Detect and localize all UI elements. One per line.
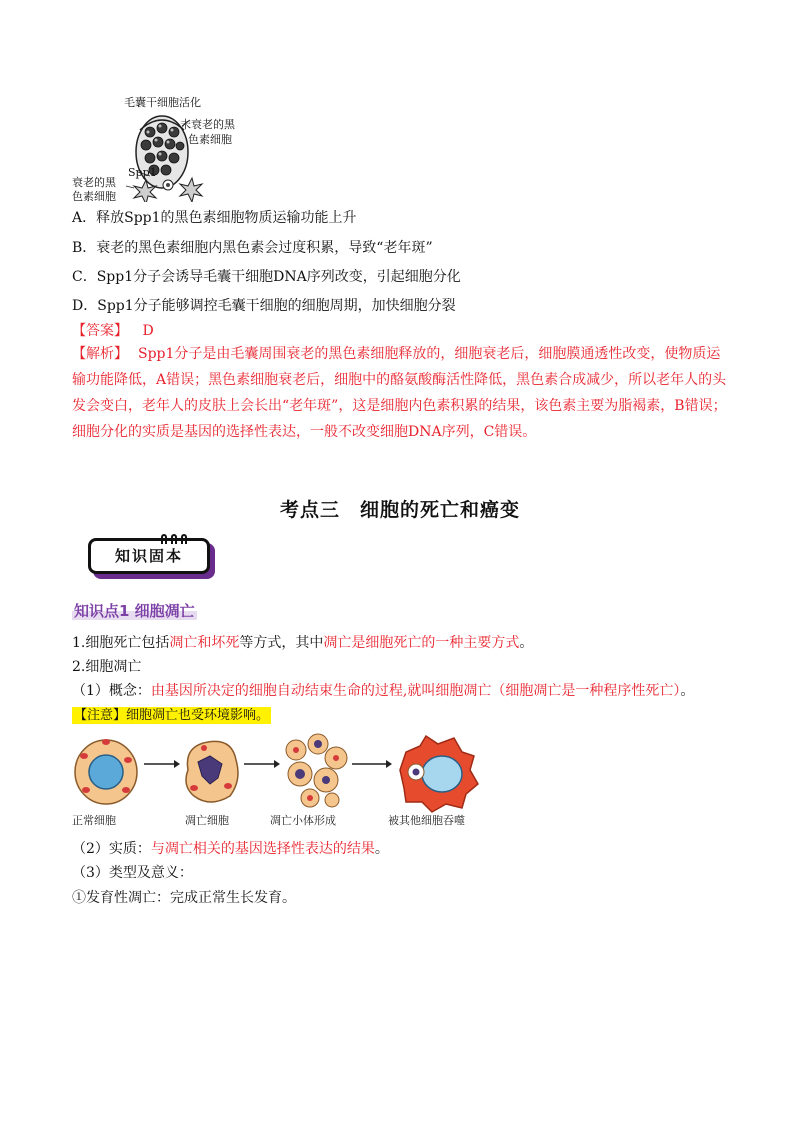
apoptotic-bodies [286,734,347,807]
line1-text-c: 等方式，其中 [239,635,324,651]
option-d: D．Spp1分子能够调控毛囊干细胞的细胞周期，加快细胞分裂 [72,298,456,314]
line4-text-a: （2）实质： [72,841,151,857]
follicle-label-right-1: 未衰老的黑 [180,118,235,131]
answer-value: D [142,323,154,339]
answer-line [72,320,154,342]
analysis-text: Spp1分子是由毛囊周围衰老的黑色素细胞释放的，细胞衰老后，细胞膜通透性改变，使物质运输功能降低，A错误；黑色素细胞衰老后，细胞中的酪氨酸酶活性降低，黑色素合成减少，所以老年人的头发会变白，老年人的皮肤上会长出“老年斑”，这是细胞内色素积累的结果，该色素主要为脂褐素，B错误；细胞分化的实质是基因的选择性表达，一般不改变细胞DNA序列，C错误。 [72,346,727,440]
line1-highlight-b: 凋亡和坏死 [169,635,240,651]
apoptotic-cell [186,741,238,802]
knowledge-point-title-wrapper [72,600,197,621]
content-line-4 [72,838,389,860]
analysis-label: 【解析】 [72,346,128,362]
cell-caption-2: 凋亡细胞 [185,814,229,827]
analysis-paragraph [72,341,732,445]
content-line-3 [72,680,694,702]
line1-text-a: 1.细胞死亡包括 [72,635,170,651]
line1-text-e: 。 [519,635,534,651]
content-line-5: （3）类型及意义： [72,865,193,881]
content-line-2: 2.细胞凋亡 [72,659,142,675]
line3-text-a: （1）概念： [72,683,151,699]
line4-text-c: 。 [374,841,389,857]
knowledge-badge: 知识固本 [88,538,210,574]
answer-label: 【答案】 [72,323,128,339]
line3-highlight-b: 由基因所决定的细胞自动结束生命的过程,就叫细胞凋亡（细胞凋亡是一种程序性死亡） [150,683,681,699]
follicle-label-left-2: 色素细胞 [72,190,116,203]
line1-highlight-d: 凋亡是细胞死亡的一种主要方式 [323,635,520,651]
line3-text-c: 。 [680,683,695,699]
badge-wrapper [88,538,210,574]
option-c: C．Spp1分子会诱导毛囊干细胞DNA序列改变，引起细胞分化 [72,269,461,285]
apoptosis-diagram [70,730,490,814]
ring-binder-icon [158,533,198,545]
section-title: 考点三 细胞的死亡和癌变 [279,499,520,521]
option-a: A．释放Spp1的黑色素细胞物质运输功能上升 [72,210,357,226]
note-wrapper [72,704,271,723]
badge-rings [158,530,198,540]
cell-caption-1: 正常细胞 [72,814,116,827]
line4-highlight-b: 与凋亡相关的基因选择性表达的结果 [150,841,375,857]
knowledge-point-title: 知识点1 细胞凋亡 [74,602,195,620]
phagocyte-cell [400,736,478,812]
cell-caption-3: 凋亡小体形成 [270,814,336,827]
option-b: B．衰老的黑色素细胞内黑色素会过度积累，导致“老年斑” [72,240,433,256]
note-highlight: 【注意】细胞凋亡也受环境影响。 [74,708,270,723]
normal-cell [75,739,137,804]
content-line-6: ①发育性凋亡：完成正常生长发育。 [72,890,296,906]
follicle-label-top: 毛囊干细胞活化 [124,96,201,109]
cell-caption-4: 被其他细胞吞噬 [388,814,465,827]
follicle-label-spp1: Spp1 [128,166,157,179]
content-line-1 [72,632,533,654]
follicle-label-left-1: 衰老的黑 [72,176,116,189]
apoptosis-figure [70,730,490,814]
follicle-label-right-2: 色素细胞 [188,133,232,146]
